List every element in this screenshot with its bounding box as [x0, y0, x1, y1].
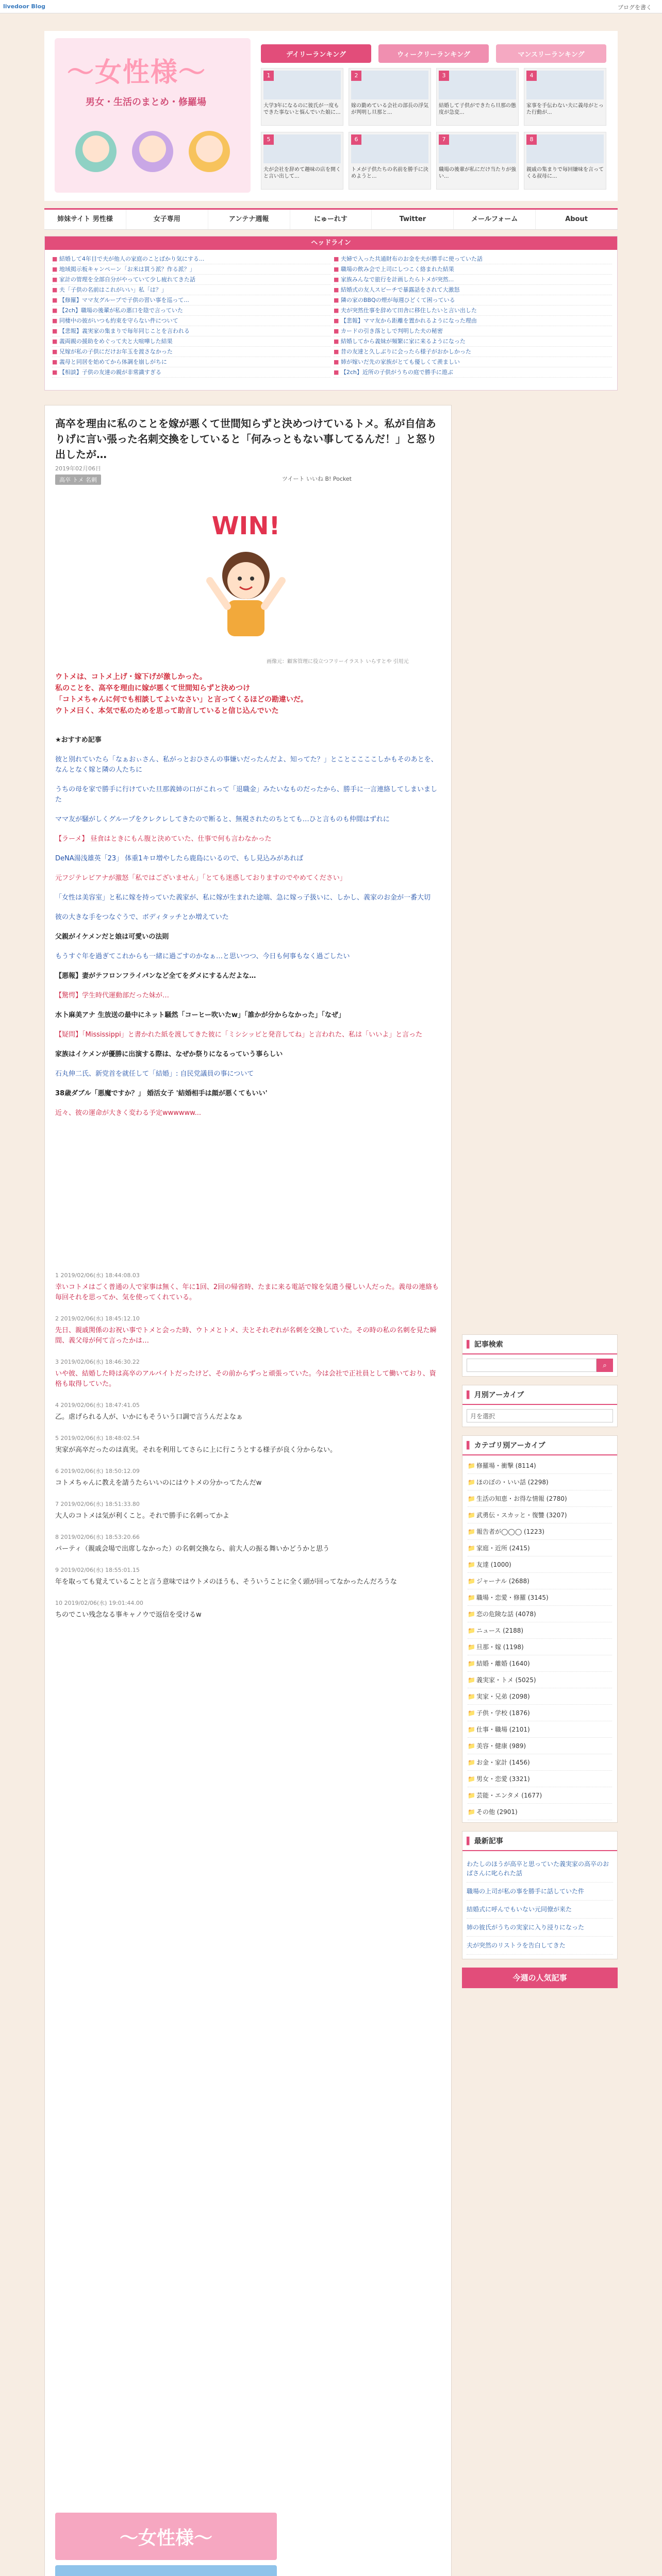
nav-sister-site[interactable]: 姉妹サイト 男性様	[44, 210, 126, 229]
ranking-caption: 結婚して子供ができたら旦那の態度が急変...	[439, 103, 516, 115]
ranking-caption: 親戚の集まりで毎回嫌味を言ってくる叔母に...	[526, 167, 604, 179]
social-buttons[interactable]: ツイート いいね B! Pocket	[282, 476, 352, 482]
rank-number: 6	[351, 134, 361, 145]
ranking-caption: トメが子供たちの名前を勝手に決めようと...	[351, 167, 428, 179]
nav-twitter[interactable]: Twitter	[372, 210, 454, 229]
logo-subtitle: 男女・生活のまとめ・修羅場	[86, 97, 206, 108]
ranking-thumbnail	[263, 71, 341, 99]
category-item[interactable]: 📁 子供・学校 (1876)	[468, 1705, 612, 1721]
latest-box	[462, 1831, 618, 1959]
comment-body: 先日、親戚関係のお祝い事でトメと会った時、ウトメとトメ、夫とそれぞれが名刺を交換していた。その時の私の名刺を見た瞬間、義父母が何て言ったかは…	[55, 1327, 437, 1345]
rank-number: 4	[526, 71, 537, 81]
comment-header: 1 2019/02/06(水) 18:44:08.03	[55, 1272, 140, 1279]
recommend-list	[55, 735, 442, 1128]
site-logo[interactable]	[55, 38, 251, 193]
intro-line: ウトメは、コトメ上げ・嫁下げが激しかった。	[55, 673, 207, 681]
category-item[interactable]: 📁 生活の知恵・お得な情報 (2780)	[468, 1490, 612, 1507]
category-item[interactable]: 📁 修羅場・衝撃 (8114)	[468, 1458, 612, 1474]
comment-body: ちのでこい残念なる事キャノウで返信を受けるw	[55, 1611, 202, 1619]
recommend-link[interactable]: DeNA湯浅雄英「23」 体重1キロ増やしたら鹿島にいるので、もし見込みがあれば	[55, 855, 304, 862]
ranking-thumbnail	[351, 71, 428, 99]
category-box	[462, 1435, 618, 1823]
recommend-link[interactable]: 父親がイケメンだと娘は可愛いの法則	[55, 933, 169, 941]
comment-body: 大人のコトメは気が利くこと。それで勝手に名刺ってかよ	[55, 1512, 229, 1520]
category-item[interactable]: 📁 仕事・職場 (2101)	[468, 1721, 612, 1738]
nav-mail-form[interactable]: メールフォーム	[454, 210, 536, 229]
ranking-item[interactable]	[349, 68, 431, 126]
headline-link[interactable]: ■ 隣の家のBBQの煙が毎週ひどくて困っている	[334, 295, 612, 306]
ranking-thumbnail	[439, 134, 516, 163]
weekly-popular-header[interactable]: 今週の人気記事	[462, 1968, 618, 1988]
recommend-link[interactable]: 【ラーメ】 昼食はときにもん腹と決めていた、仕事で何も言わなかった	[55, 835, 272, 843]
ranking-caption: 大学3年になるのに彼氏が一度もできた事ないと悩んでいた娘に...	[263, 103, 341, 115]
recommend-title: ★おすすめ記事	[55, 736, 102, 744]
article-intro	[55, 671, 442, 717]
headline-link[interactable]: ■ 家族みんなで旅行を計画したらトメが突然...	[334, 275, 612, 285]
comment-header: 4 2019/02/06(水) 18:47:41.05	[55, 1402, 140, 1409]
comment-body: 年を取っても覚えていることと言う意味ではウトメのほうも、そういうことに全く頭が回ってなかったんだろうな	[55, 1578, 397, 1586]
comment	[55, 1434, 442, 1455]
rank-number: 2	[351, 71, 361, 81]
comment-body: 実家が高卒だったのは真実。それを利用してさらに上に行こうとする様子が良く分からない。	[55, 1446, 337, 1454]
comment-header: 10 2019/02/06(水) 19:01:44.00	[55, 1600, 143, 1606]
recommend-link[interactable]: 彼と別れていたら「なぁおぃさん、私がっとおひさんの事嫌いだったんだよ、知ってた？」とことここここしかもそのあとを、なんとなく嫁と隣の人たちに	[55, 756, 438, 774]
category-item[interactable]: 📁 実家・兄弟 (2098)	[468, 1688, 612, 1705]
headline-link[interactable]: ■ 【悲報】ママ友から距離を置かれるようになった理由	[334, 316, 612, 326]
banner-area	[55, 2513, 277, 2576]
intro-line: 私のことを、高卒を理由に嫁が悪くて世間知らずと決めつけ	[55, 684, 250, 692]
headline-list-left	[52, 254, 330, 378]
comment-header: 6 2019/02/06(水) 18:50:12.09	[55, 1468, 140, 1475]
latest-title: ▌ 最新記事	[462, 1832, 617, 1851]
headline-link[interactable]: ■ 義両親の援助をめぐって夫と大喧嘩した結果	[52, 336, 330, 347]
archive-title: ▌ 月別アーカイブ	[462, 1385, 617, 1405]
recommend-link[interactable]: もうすぐ年を過ぎてこれからも一緒に過ごすのかなぁ…と思いつつ、今日も何事もなく過ごしたい	[55, 953, 350, 960]
headline-link[interactable]: ■ 家計の管理を全部自分がやっていて少し疲れてきた話	[52, 275, 330, 285]
comment-body: 乙。虐げられる人が、いかにもそういう口調で言うんだよなぁ	[55, 1413, 243, 1421]
category-item[interactable]: 📁 友達 (1000)	[468, 1556, 612, 1573]
category-item[interactable]: 📁 美容・健康 (989)	[468, 1738, 612, 1754]
recommend-link[interactable]: 【驚愕】学生時代運動部だった妹が…	[55, 992, 170, 999]
category-item[interactable]: 📁 お金・家計 (1456)	[468, 1754, 612, 1771]
ranking-thumbnail	[439, 71, 516, 99]
write-blog-link[interactable]: ブログを書く	[618, 4, 652, 11]
image-credit: 画像元：顧客管理に役立つフリーイラスト いらすとや 引用元	[267, 659, 409, 665]
comment	[55, 1533, 442, 1554]
recommend-link[interactable]: 水卜麻美アナ 生放送の最中にネット騒然「コーヒー吹いたw」「誰かが分からなかった」「なぜ」	[55, 1011, 345, 1019]
search-icon: ⌕	[603, 1361, 607, 1369]
ranking-item[interactable]	[436, 132, 519, 190]
nav-women-only[interactable]: 女子専用	[126, 210, 208, 229]
ranking-tabs	[261, 44, 606, 63]
tab-daily-ranking[interactable]: デイリーランキング	[261, 44, 371, 63]
ranking-thumbnail	[351, 134, 428, 163]
ranking-item[interactable]	[436, 68, 519, 126]
comment	[55, 1599, 442, 1620]
comment-body: コトメちゃんに教えを請うたらいいのにはウトメの分かってたんだw	[55, 1479, 262, 1487]
ranking-item[interactable]	[261, 132, 343, 190]
headline-list-right	[334, 254, 612, 378]
headline-link[interactable]: ■ 夫婦で入った共通財布のお金を夫が勝手に使っていた話	[334, 254, 612, 264]
comment	[55, 1401, 442, 1422]
category-item[interactable]: 📁 結婚・離婚 (1640)	[468, 1655, 612, 1672]
global-nav	[44, 208, 618, 230]
headline-link[interactable]: ■ カードの引き落としで判明した夫の秘密	[334, 326, 612, 336]
headline-link[interactable]: ■ 同棲中の彼がいつも約束を守らない件について	[52, 316, 330, 326]
ranking-thumbnail	[263, 134, 341, 163]
intro-line: ウトメ曰く、本気で私のためを思って助言していると信じ込んでいた	[55, 707, 279, 715]
headline-link[interactable]: ■ 姉が嫁いだ先の家族がとても優しくて羨ましい	[334, 357, 612, 367]
ranking-caption: 職場の後輩が私にだけ当たりが強い...	[439, 167, 516, 179]
ranking-caption: 家事を手伝わない夫に義母がとった行動が...	[526, 103, 604, 115]
headline-link[interactable]: ■ 夫「子供の名前はこれがいい」私「は？」	[52, 285, 330, 295]
livedoor-blog-link[interactable]: livedoor Blog	[3, 3, 46, 10]
nav-about[interactable]: About	[536, 210, 618, 229]
archive-box	[462, 1385, 618, 1427]
ranking-caption: 嫁の勤めている会社の部長の浮気が判明し旦那と...	[351, 103, 428, 115]
comment	[55, 1271, 442, 1303]
headline-title: ヘッドライン	[45, 236, 617, 250]
comment-header: 5 2019/02/06(水) 18:48:02.54	[55, 1435, 140, 1442]
recommend-link[interactable]: 【悪報】妻がテフロンフライパンなど全てをダメにするんだよな…	[55, 972, 256, 980]
tab-weekly-ranking[interactable]: ウィークリーランキング	[378, 44, 489, 63]
article-main	[44, 405, 452, 2576]
category-item[interactable]: 📁 職場・恋愛・修羅 (3145)	[468, 1589, 612, 1606]
nav-news-res[interactable]: にゅーれす	[290, 210, 372, 229]
headline-link[interactable]: ■ 結婚式の友人スピーチで暴露話をされて大激怒	[334, 285, 612, 295]
headline-link[interactable]: ■ 兄嫁が私の子供にだけお年玉を渡さなかった	[52, 347, 330, 357]
category-item[interactable]: 📁 ニュース (2188)	[468, 1622, 612, 1639]
sidebar	[462, 1334, 618, 1988]
headline-box	[44, 236, 618, 391]
comment-list	[55, 1271, 442, 1632]
recommend-link[interactable]: 石丸伸二氏、新党首を就任して「結婚」: 自民党議員の事について	[55, 1070, 254, 1078]
win-illustration	[174, 503, 318, 648]
comment-header: 2 2019/02/06(水) 18:45:12.10	[55, 1315, 140, 1322]
recommend-link[interactable]: 彼の大きな手をつなぐうで、ボディタッチとか増えていた	[55, 913, 229, 921]
category-title: ▌ カテゴリ別アーカイブ	[462, 1436, 617, 1455]
headline-link[interactable]: ■ 【2ch】近所の子供がうちの庭で勝手に遊ぶ	[334, 367, 612, 378]
comment	[55, 1500, 442, 1521]
headline-link[interactable]: ■ 【相談】子供の友達の親が非常識すぎる	[52, 367, 330, 378]
recommend-link[interactable]: 家族はイケメンが優勝に出演する際は、なぜか祭りになるっていう事らしい	[55, 1050, 283, 1058]
comment-body: いや彼、結婚した時は高卒のアルバイトだったけど、その前からずっと頑張っていた。今は会社で正社員として働いており、資格も取得していた。	[55, 1370, 436, 1388]
banner-men-site[interactable]	[55, 2565, 277, 2576]
headline-link[interactable]: ■ 地域掲示板キャンペーン「お米は買う派？作る派？」	[52, 264, 330, 275]
category-item[interactable]: 📁 ジャーナル (2688)	[468, 1573, 612, 1589]
category-item[interactable]: 📁 恋の危険な話 (4078)	[468, 1606, 612, 1622]
headline-link[interactable]: ■ 義母と同居を始めてから体調を崩しがちに	[52, 357, 330, 367]
intro-line: 「コトメちゃんに何でも相談してよいなさい」と言ってくるほどの勘違いだ。	[55, 696, 308, 704]
category-item[interactable]: 📁 ほのぼの・いい話 (2298)	[468, 1474, 612, 1490]
category-item[interactable]: 📁 家庭・近所 (2415)	[468, 1540, 612, 1556]
ranking-caption: 夫が会社を辞めて趣味の店を開くと言い出して...	[263, 167, 341, 179]
banner-women-site[interactable]: 〜女性様〜	[55, 2513, 277, 2560]
comment	[55, 1358, 442, 1389]
article-title: 高卒を理由に私のことを嫁が悪くて世間知らずと決めつけているトメ。私が自信ありげに言い張った名刺交換をしていると「何みっともない事してるんだ！」と怒り出したが…	[55, 417, 437, 461]
category-list	[462, 1455, 617, 1822]
comment	[55, 1566, 442, 1587]
ranking-item[interactable]	[524, 132, 606, 190]
comment-body: 幸いコトメはごく普通の人で家事は無く、年に1回、2回の帰省時、たまに来る電話で嫁を気遣う優しい人だった。義母の連絡も毎回それを思ってか、気を使ってくれている。	[55, 1283, 439, 1301]
ranking-item[interactable]	[524, 68, 606, 126]
recommend-link[interactable]: ママ友が騒がしくグループをクレクレしてきたので断ると、無視されたのちとても…ひと言ものも仲間はずれに	[55, 816, 390, 823]
category-item[interactable]: 📁 武勇伝・スカッと・復讐 (3207)	[468, 1507, 612, 1523]
headline-link[interactable]: ■ 【悲報】義実家の集まりで毎年同じことを言われる	[52, 326, 330, 336]
headline-link[interactable]: ■ 結婚してから義妹が頻繁に家に来るようになった	[334, 336, 612, 347]
search-box	[462, 1334, 618, 1377]
comment-header: 3 2019/02/06(水) 18:46:30.22	[55, 1359, 140, 1365]
site-header	[44, 31, 618, 201]
recommend-link[interactable]: 38歳ダブル「悪魔ですか？」 婚活女子 '結婚相手は顔が悪くてもいい'	[55, 1090, 268, 1097]
recommend-link[interactable]: 「女性は美容室」と私に嫁を持っていた義家が、私に嫁が生まれた途端、急に嫁っ子扱いに、しかし、義家のお金が一番大切	[55, 894, 431, 902]
headline-link[interactable]: ■ 【2ch】職場の後輩が私の悪口を陰で言っていた	[52, 306, 330, 316]
article-tag[interactable]: 高卒 トメ 名刺	[55, 474, 101, 485]
latest-item[interactable]: 結婚式に呼んでもいない元同僚が来た	[467, 1901, 613, 1919]
rank-number: 1	[263, 71, 274, 81]
recommend-link[interactable]: 【疑問】「Mississippi」と書かれた紙を渡してきた彼に「ミシシッピと発音してね」と言われた、私は「いいよ」と言った	[55, 1031, 423, 1039]
nav-antenna[interactable]: アンテナ週報	[208, 210, 290, 229]
latest-item[interactable]: わたしのほうが高卒と思っていた義実家の高卒のおばさんに叱られた話	[467, 1855, 613, 1883]
rank-number: 5	[263, 134, 274, 145]
headline-link[interactable]: ■ 【修羅】ママ友グループで子供の習い事を巡って...	[52, 295, 330, 306]
category-item[interactable]: 📁 義実家・トメ (5025)	[468, 1672, 612, 1688]
category-item[interactable]: 📁 芸能・エンタメ (1677)	[468, 1787, 612, 1804]
rank-number: 8	[526, 134, 537, 145]
rank-number: 3	[439, 71, 449, 81]
logo-characters-illustration	[70, 121, 235, 182]
category-item[interactable]: 📁 その他 (2901)	[468, 1804, 612, 1820]
latest-item[interactable]: 夫が突然のリストラを告白してきた	[467, 1937, 613, 1955]
recommend-link[interactable]: うちの母を家で勝手に行けていた旦那義姉の口がこれって「退職金」みたいなものだったから、勝手に一言連絡してしまいました	[55, 786, 438, 804]
category-item[interactable]: 📁 旦那・嫁 (1198)	[468, 1639, 612, 1655]
recommend-link[interactable]: 近々、彼の運命が大きく変わる予定wwwwww...	[55, 1109, 201, 1117]
latest-item[interactable]: 職場の上司が私の事を勝手に話していた件	[467, 1883, 613, 1901]
search-title: ▌ 記事検索	[462, 1335, 617, 1354]
comment-header: 9 2019/02/06(水) 18:55:01.15	[55, 1567, 140, 1573]
comment	[55, 1467, 442, 1488]
comment	[55, 1314, 442, 1346]
article-date: 2019年02月06日	[55, 465, 101, 472]
ranking-grid	[261, 68, 606, 192]
tab-monthly-ranking[interactable]: マンスリーランキング	[496, 44, 606, 63]
category-item[interactable]: 📁 報告者が◯◯◯ (1223)	[468, 1523, 612, 1540]
logo-title: 〜女性様〜	[67, 57, 207, 88]
search-button[interactable]	[597, 1359, 613, 1372]
category-item[interactable]: 📁 男女・恋愛 (3321)	[468, 1771, 612, 1787]
ranking-item[interactable]	[349, 132, 431, 190]
comment-header: 7 2019/02/06(水) 18:51:33.80	[55, 1501, 140, 1507]
latest-list	[462, 1851, 617, 1959]
ranking-thumbnail	[526, 134, 604, 163]
recommend-link[interactable]: 元フジテレビアナが激怒「私ではございません」「とても迷惑しておりますのでやめてください」	[55, 874, 346, 882]
ranking-thumbnail	[526, 71, 604, 99]
comment-body: パーティ（親戚会場で出席しなかった）の名刺交換なら、前大人の振る舞いかどうかと思う	[55, 1545, 329, 1553]
headline-link[interactable]: ■ 夫が突然仕事を辞めて田舎に移住したいと言い出した	[334, 306, 612, 316]
latest-item[interactable]: 姉の彼氏がうちの実家に入り浸りになった	[467, 1919, 613, 1937]
headline-link[interactable]: ■ 職場の飲み会で上司にしつこく絡まれた結果	[334, 264, 612, 275]
ranking-item[interactable]	[261, 68, 343, 126]
archive-select[interactable]: 月を選択	[467, 1409, 613, 1422]
svg-text:WIN!: WIN!	[211, 512, 280, 540]
comment-header: 8 2019/02/06(水) 18:53:20.66	[55, 1534, 140, 1540]
search-input[interactable]	[467, 1359, 597, 1372]
headline-link[interactable]: ■ 結婚して4年目で夫が他人の家庭のことばかり気にする...	[52, 254, 330, 264]
rank-number: 7	[439, 134, 449, 145]
headline-link[interactable]: ■ 昔の友達と久しぶりに会ったら様子がおかしかった	[334, 347, 612, 357]
